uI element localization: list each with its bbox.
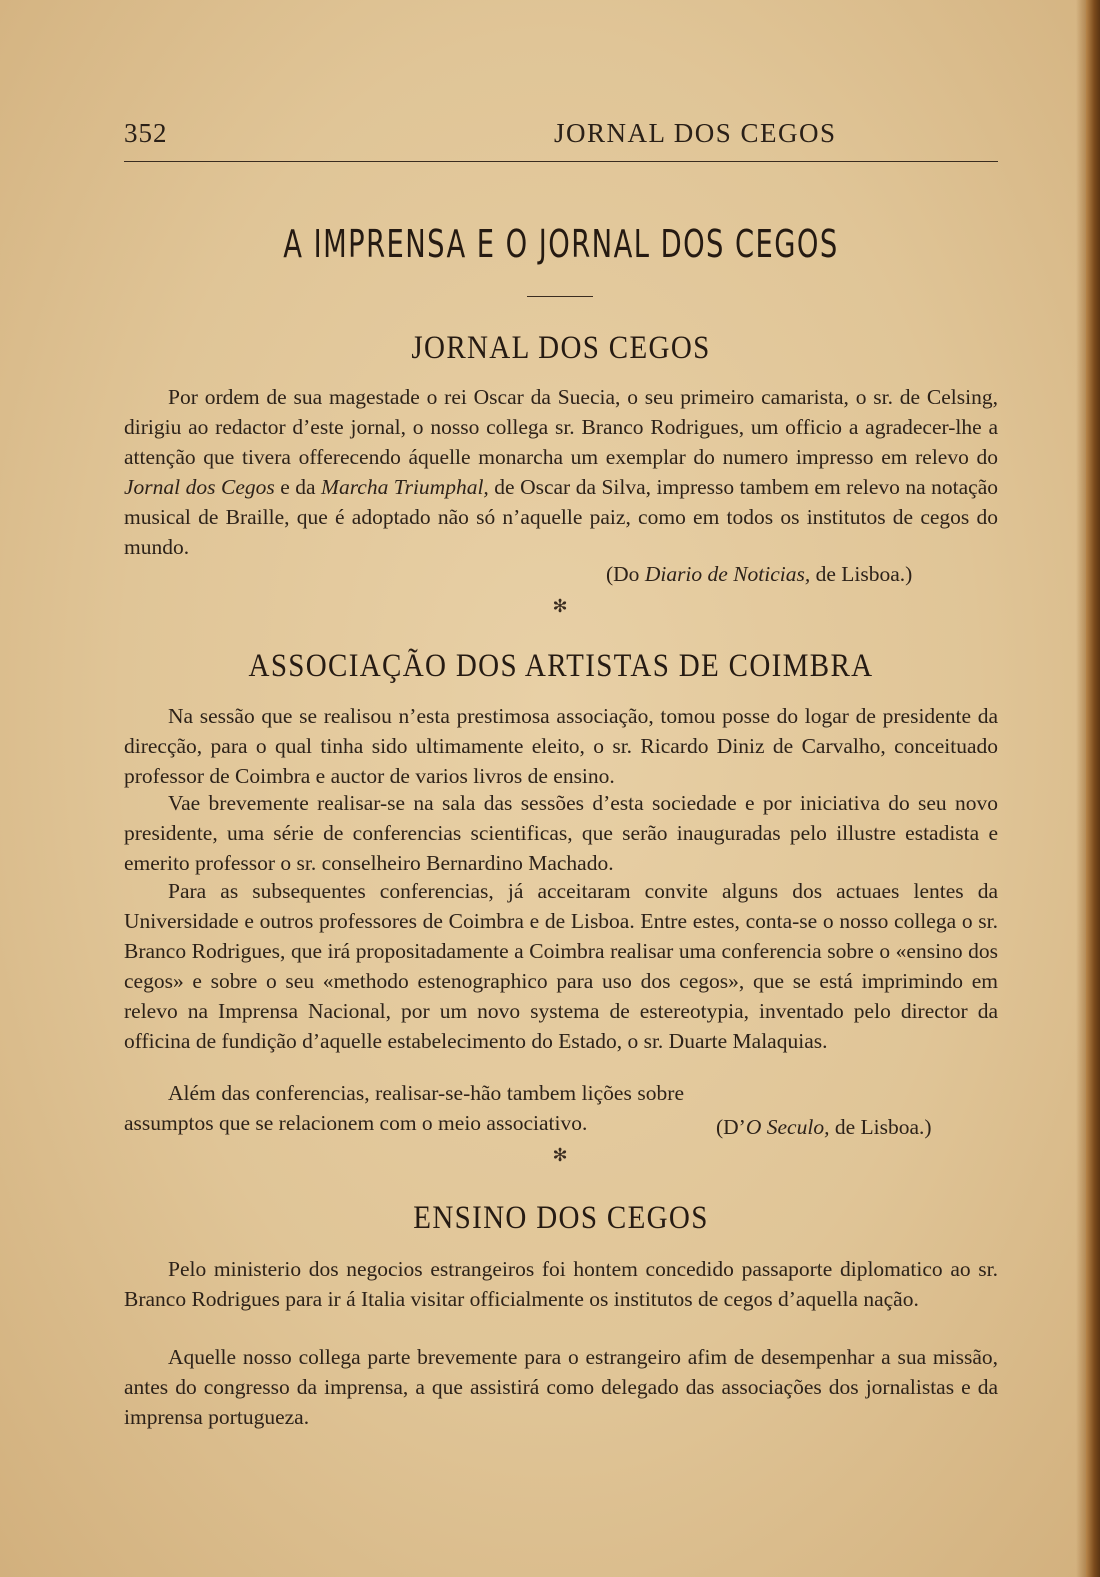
book-spine xyxy=(1086,0,1100,1577)
title-rule xyxy=(527,296,593,297)
running-title: JORNAL DOS CEGOS xyxy=(554,118,837,148)
article-paragraph xyxy=(124,382,998,562)
main-title: A IMPRENSA E O JORNAL DOS CEGOS xyxy=(283,222,839,266)
page-number: 352 xyxy=(124,118,168,148)
source-prefix: (Do xyxy=(606,562,645,586)
source-citation xyxy=(716,1115,932,1140)
section-title-jornal-dos-cegos: JORNAL DOS CEGOS xyxy=(411,330,711,366)
source-suffix: de Lisboa.) xyxy=(810,562,913,586)
paragraph-text: Por ordem de sua magestade o rei Oscar da Suecia, o seu primeiro camarista, o sr. de Celsing, dirigiu ao redactor d’este jornal, o nosso collega sr. Branco Rodrigues, um officio a agradecer-lhe a attenção que tivera offerecendo áquelle monarcha um exemplar do numero impresso em relevo do xyxy=(124,385,998,469)
source-prefix: (D’ xyxy=(716,1115,746,1139)
article-paragraph: Aquelle nosso collega parte brevemente para o estrangeiro afim de desempenhar a sua missão, antes do congresso da imprensa, a que assistirá como delegado das associações dos jornalistas e da imprensa portugueza. xyxy=(124,1345,998,1429)
source-citation xyxy=(606,562,912,587)
section-title-ensino: ENSINO DOS CEGOS xyxy=(413,1200,709,1236)
section-title-associacao: ASSOCIAÇÃO DOS ARTISTAS DE COIMBRA xyxy=(248,648,874,684)
header-rule xyxy=(124,161,998,162)
running-head xyxy=(124,118,998,154)
article-paragraph: Na sessão que se realisou n’esta prestimosa associação, tomou posse do logar de presidente da direcção, para o qual tinha sido ultimamente eleito, o sr. Ricardo Diniz de Carvalho, conceituado professor de Coimbra e auctor de varios livros de ensino. xyxy=(124,704,998,788)
source-publication: O Seculo, xyxy=(745,1115,830,1139)
paragraph-text: e da xyxy=(274,475,322,499)
source-suffix: de Lisboa.) xyxy=(829,1115,932,1139)
asterism-divider: ✻ xyxy=(552,1145,568,1165)
italic-title: Marcha Triumphal, xyxy=(321,475,489,499)
article-paragraph: Para as subsequentes conferencias, já acceitaram convite alguns dos actuaes lentes da Universidade e outros professores de Coimbra e de Lisboa. Entre estes, conta-se o nosso collega o sr. Branco Rodrigues, que irá propositadamente a Coimbra realisar uma conferencia sobre o «ensino dos cegos» e sobre o seu «methodo estenographico para uso dos cegos», que se está imprimindo em relevo na Imprensa Nacional, por um novo systema de estereotypia, inventado pelo director da officina de fundição d’aquelle estabelecimento do Estado, o sr. Duarte Malaquias. xyxy=(124,879,998,1053)
source-publication: Diario de Noticias, xyxy=(644,562,811,586)
article-paragraph: Vae brevemente realisar-se na sala das sessões d’esta sociedade e por iniciativa do seu novo presidente, uma série de conferencias scientificas, que serão inauguradas pelo illustre estadista e emerito professor o sr. conselheiro Bernardino Machado. xyxy=(124,791,998,875)
article-paragraph: Pelo ministerio dos negocios estrangeiros foi hontem concedido passaporte diplomatico ao sr. Branco Rodrigues para ir á Italia visitar officialmente os institutos de cegos d’aquella nação. xyxy=(124,1257,998,1311)
asterism-divider: ✻ xyxy=(552,596,568,616)
italic-title: Jornal dos Cegos xyxy=(124,475,275,499)
paragraph-text: de Oscar da Silva, impresso tambem em relevo na notação musical de Braille, que é adoptado não só n’aquelle paiz, como em todos os institutos de cegos do mundo. xyxy=(124,475,998,559)
page-edge-shadow xyxy=(1076,0,1086,1577)
article-paragraph: Além das conferencias, realisar-se-hão tambem lições sobre assumptos que se relacionem com o meio associativo. xyxy=(124,1081,684,1135)
